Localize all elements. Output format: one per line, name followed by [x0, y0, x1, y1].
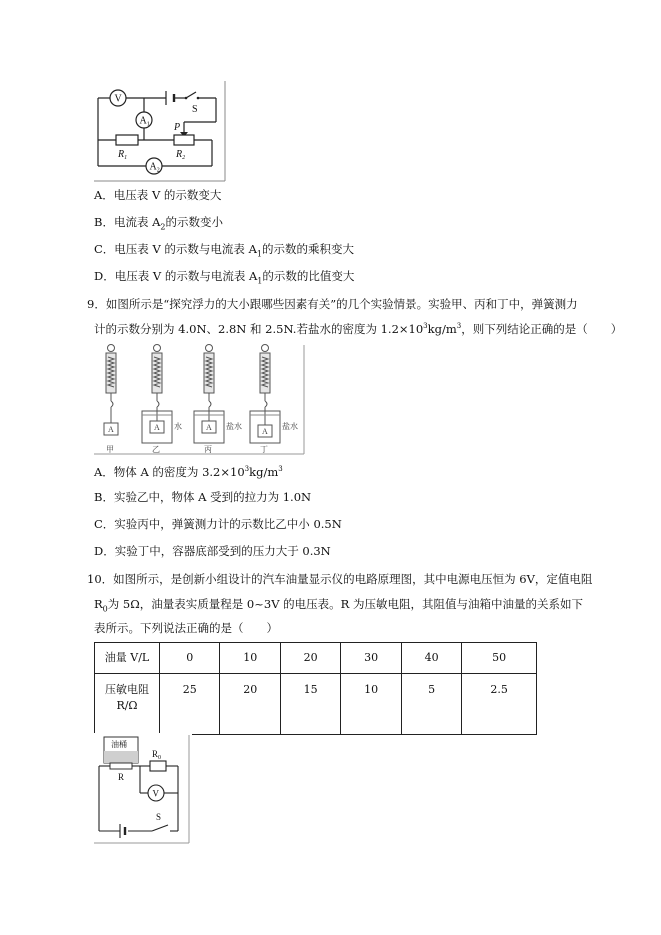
- table-cell: 2.5: [462, 674, 537, 735]
- table-cell: 40: [401, 643, 461, 674]
- q10-stem-line2: $R_0$为 5Ω，油量表实质量程是 0~3V 的电压表。R 为压敏电阻，其阻值与油箱中油量的关系如下: [94, 597, 583, 614]
- table-header-oil: 油量 V/L: [95, 643, 160, 674]
- q10-data-table: [94, 642, 537, 735]
- switch-label: S: [192, 104, 198, 115]
- q10-stem-line3: 表所示。下列说法正确的是（ ）: [94, 621, 278, 635]
- table-row-oil: [95, 643, 537, 674]
- q8-circuit-diagram: [94, 79, 228, 183]
- meter-label: V: [152, 788, 159, 799]
- q9-stem-line1: 9．如图所示是“探究浮力的大小跟哪些因素有关”的几个实验情景。实验甲、丙和丁中，弹簧测力: [87, 297, 578, 311]
- q9-buoyancy-figure: [94, 343, 307, 456]
- q9-option-d: D．实验丁中，容器底部受到的压力大于 0.3N: [94, 544, 331, 558]
- salt-water-label-2: 盐水: [282, 422, 298, 431]
- water-label: 水: [174, 422, 182, 431]
- voltmeter-label: V: [114, 93, 122, 105]
- table-cell: 5: [401, 674, 461, 735]
- q10-stem-line1: 10．如图所示，是创新小组设计的汽车油量显示仪的电路原理图，其中电源电压恒为 6V，定值电阻: [87, 572, 593, 586]
- q8-option-c: C．电压表 V 的示数与电流表 $A_1$的示数的乘积变大: [94, 242, 354, 259]
- slider-label: P: [174, 122, 181, 133]
- table-cell: 50: [462, 643, 537, 674]
- ammeter2-label: $A_2$: [149, 161, 160, 174]
- tank-label: 油桶: [111, 740, 127, 749]
- table-row-resistance: [95, 674, 537, 735]
- salt-water-label-1: 盐水: [226, 422, 242, 431]
- q9-option-c: C．实验丙中，弹簧测力计的示数比乙中小 0.5N: [94, 517, 342, 531]
- q8-option-a: A．电压表 V 的示数变大: [94, 188, 222, 202]
- table-cell: 10: [220, 643, 280, 674]
- block-a-label-2: A: [154, 423, 160, 432]
- r-label: R: [118, 772, 125, 782]
- table-cell: 20: [280, 643, 340, 674]
- table-cell: 25: [160, 674, 220, 735]
- q10-circuit-diagram: [94, 733, 192, 845]
- table-cell: 10: [341, 674, 401, 735]
- table-cell: 15: [280, 674, 340, 735]
- table-header-resistance: 压敏电阻 R/Ω: [95, 674, 160, 735]
- block-a-label-3: A: [206, 423, 212, 432]
- r2-label: $R_2$: [176, 149, 186, 161]
- q9-stem-line2: 计的示数分别为 4.0N、2.8N 和 2.5N.若盐水的密度为 $1.2\times 10^3kg/m^3$，则下列结论正确的是（ ）: [94, 321, 623, 336]
- ammeter1-label: $A_1$: [139, 115, 150, 128]
- q8-option-d: D．电压表 V 的示数与电流表 $A_1$的示数的比值变大: [94, 269, 355, 286]
- q8-option-b: B．电流表 $A_2$的示数变小: [94, 215, 224, 232]
- block-a-label-4: A: [262, 427, 268, 436]
- table-cell: 0: [160, 643, 220, 674]
- switch-label-q10: S: [156, 812, 162, 822]
- label-jia: 甲: [106, 445, 114, 454]
- table-cell: 30: [341, 643, 401, 674]
- label-ding: 丁: [260, 445, 268, 454]
- q9-option-b: B．实验乙中，物体 A 受到的拉力为 1.0N: [94, 490, 312, 504]
- label-bing: 丙: [204, 445, 212, 454]
- r0-label: $R_0$: [152, 749, 162, 761]
- block-a-label: A: [108, 425, 114, 434]
- r1-label: $R_1$: [118, 149, 128, 161]
- label-yi: 乙: [152, 445, 160, 454]
- q9-option-a: A．物体 A 的密度为 $3.2\times 10^3kg/m^3$: [94, 464, 283, 479]
- table-cell: 20: [220, 674, 280, 735]
